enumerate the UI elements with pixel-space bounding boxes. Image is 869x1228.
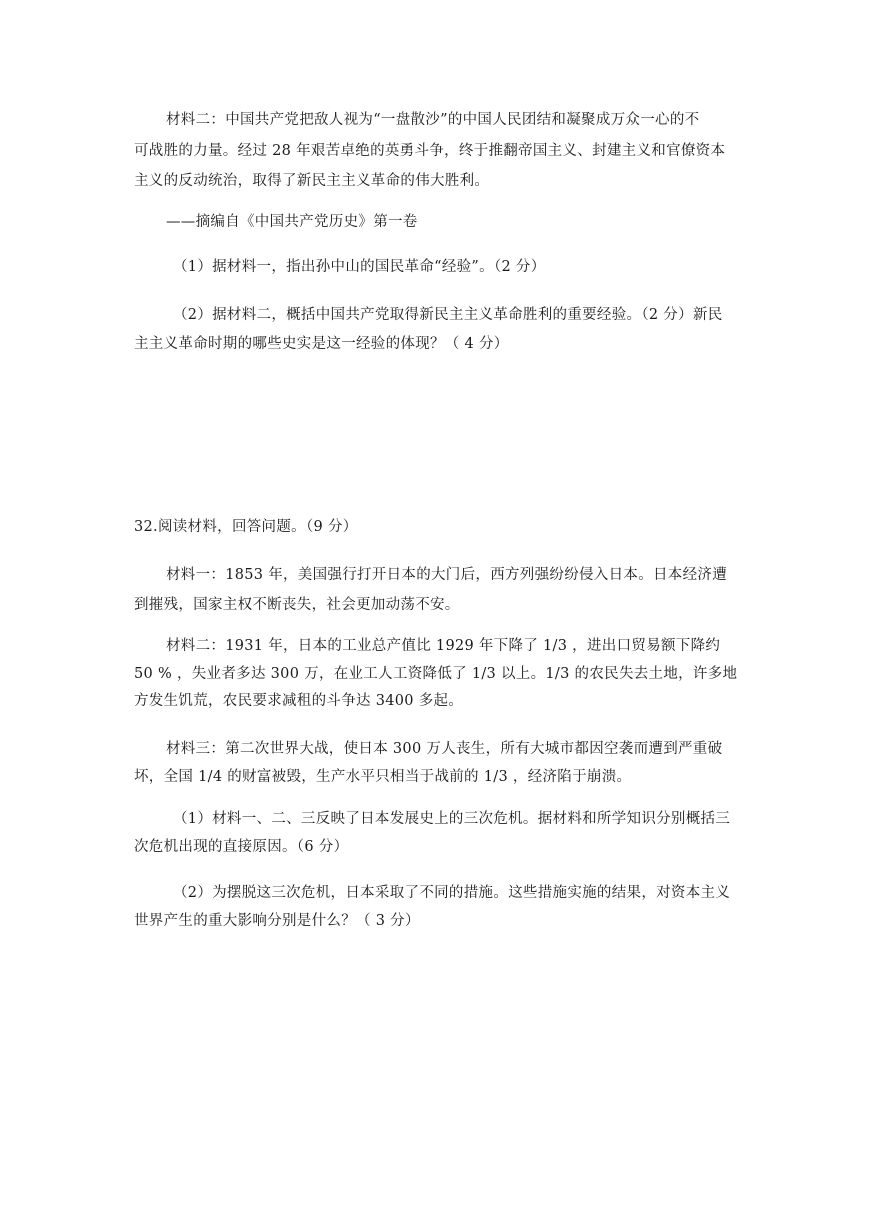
- question-32-1-line-2: 次危机出现的直接原因。（6 分）: [134, 839, 349, 855]
- material-2-line-2: 可战胜的力量。经过 28 年艰苦卓绝的英勇斗争，终于推翻帝国主义、封建主义和官僚资本: [134, 143, 726, 159]
- q32-material-3-line-1: 材料三：第二次世界大战，使日本 300 万人丧生，所有大城市都因空袭而遭到严重破: [166, 741, 723, 757]
- question-31-2-line-1: （2）据材料二，概括中国共产党取得新民主主义革命胜利的重要经验。（2 分）新民: [173, 307, 723, 323]
- question-32-2-line-2: 世界产生的重大影响分别是什么？（ 3 分）: [134, 913, 420, 929]
- q32-material-2-line-1: 材料二：1931 年，日本的工业总产值比 1929 年下降了 1/3 ，进出口贸易额下降约: [166, 638, 721, 654]
- material-2-line-1: 材料二：中国共产党把敌人视为“一盘散沙”的中国人民团结和凝聚成万众一心的不: [166, 112, 700, 128]
- material-2-line-3: 主义的反动统治，取得了新民主主义革命的伟大胜利。: [134, 173, 490, 189]
- q32-material-1-line-2: 到摧残，国家主权不断丧失，社会更加动荡不安。: [134, 597, 460, 613]
- q32-material-2-line-2: 50 % ，失业者多达 300 万，在业工人工资降低了 1/3 以上。1/3 的农民失去土地，许多地: [134, 666, 738, 682]
- question-32-1-line-1: （1）材料一、二、三反映了日本发展史上的三次危机。据材料和所学知识分别概括三: [173, 811, 731, 827]
- q32-material-1-line-1: 材料一：1853 年，美国强行打开日本的大门后，西方列强纷纷侵入日本。日本经济遭: [166, 567, 728, 583]
- question-31-1: （1）据材料一，指出孙中山的国民革命“经验”。（2 分）: [173, 259, 546, 275]
- question-32-2-line-1: （2）为摆脱这三次危机，日本采取了不同的措施。这些措施实施的结果，对资本主义: [173, 885, 731, 901]
- q32-material-3-line-2: 坏，全国 1/4 的财富被毁，生产水平只相当于战前的 1/3 ，经济陷于崩溃。: [134, 769, 632, 785]
- question-31-2-line-2: 主主义革命时期的哪些史实是这一经验的体现？（ 4 分）: [134, 336, 509, 352]
- q32-material-2-line-3: 方发生饥荒，农民要求减租的斗争达 3400 多起。: [134, 693, 464, 709]
- question-32-heading: 32.阅读材料，回答问题。（9 分）: [134, 519, 358, 535]
- source-citation: ——摘编自《中国共产党历史》第一卷: [166, 214, 418, 230]
